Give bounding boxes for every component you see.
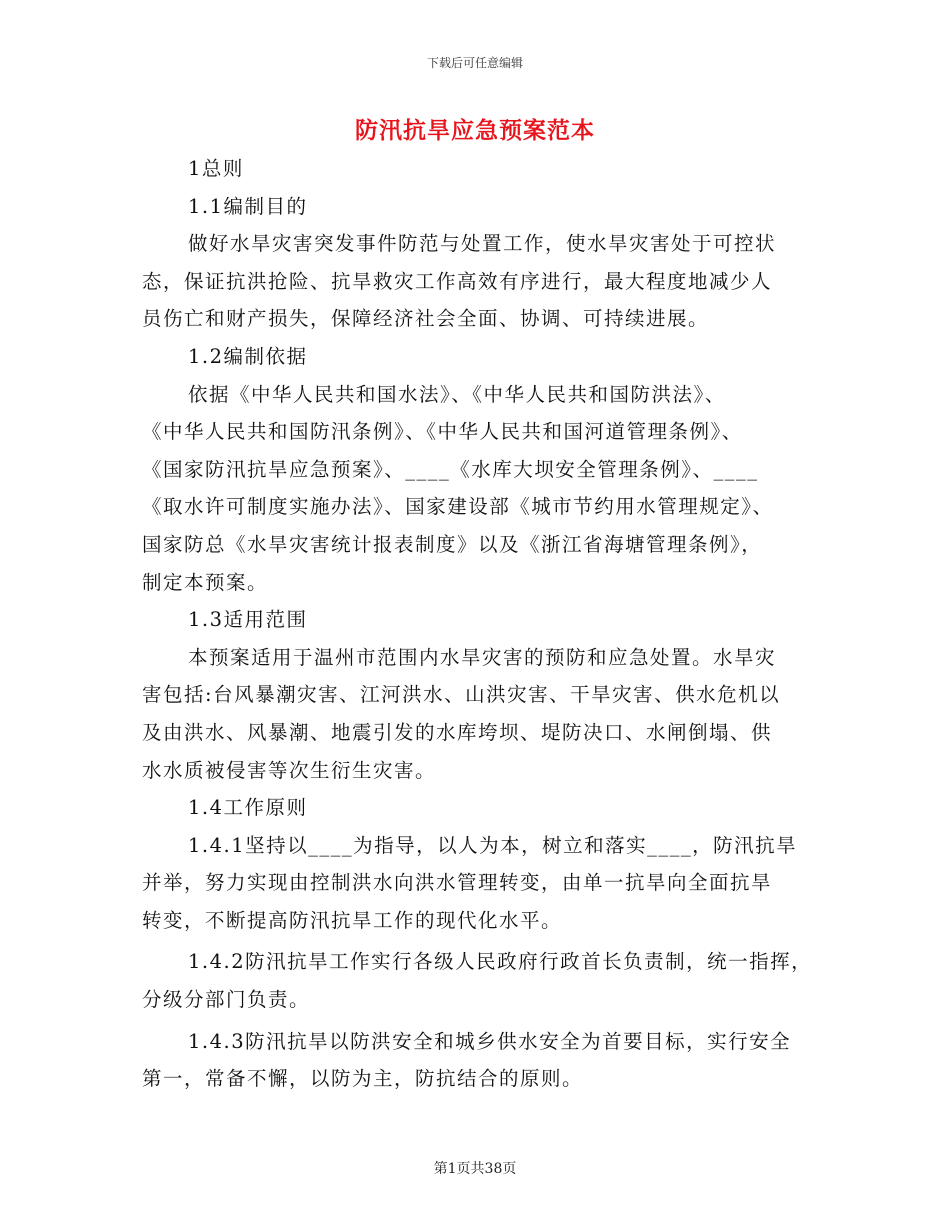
paragraph-line: 水水质被侵害等次生衍生灾害。 <box>142 758 437 782</box>
paragraph-line: 依据《中华人民共和国水法》、《中华人民共和国防洪法》、 <box>188 382 726 406</box>
paragraph-line: 害包括:台风暴潮灾害、江河洪水、山洪灾害、干旱灾害、供水危机以 <box>142 683 781 707</box>
paragraph-line: 《中华人民共和国防汛条例》、《中华人民共和国河道管理条例》、 <box>142 420 743 444</box>
paragraph-line: 及由洪水、风暴潮、地震引发的水库垮坝、堤防决口、水闸倒塌、供 <box>142 720 773 744</box>
page-number: 第1页共38页 <box>433 1161 517 1177</box>
paragraph-line: 制定本预案。 <box>142 570 269 594</box>
paragraph-line: 分级分部门负责。 <box>142 988 311 1012</box>
paragraph-line: 《取水许可制度实施办法》、国家建设部《城市节约用水管理规定》、 <box>142 495 774 519</box>
header-note: 下载后可任意编辑 <box>426 56 523 70</box>
paragraph-line: 1.4.3防汛抗旱以防洪安全和城乡供水安全为首要目标，实行安全 <box>188 1029 792 1053</box>
paragraph-line: 员伤亡和财产损失，保障经济社会全面、协调、可持续进展。 <box>142 307 710 331</box>
document-body <box>142 150 832 1098</box>
paragraph-line: 1.4.1坚持以____为指导，以人为本，树立和落实____，防汛抗旱 <box>188 833 798 857</box>
paragraph-line: 态，保证抗洪抢险、抗旱救灾工作高效有序进行，最大程度地减少人 <box>142 269 773 293</box>
paragraph-line: 《国家防汛抗旱应急预案》、____《水库大坝安全管理条例》、____ <box>142 457 759 481</box>
section-heading: 1总则 <box>188 157 244 180</box>
subsection-heading: 1.4工作原则 <box>188 796 308 820</box>
paragraph-line: 国家防总《水旱灾害统计报表制度》以及《浙江省海塘管理条例》， <box>142 532 763 556</box>
subsection-heading: 1.3适用范围 <box>188 608 308 632</box>
paragraph-line: 第一，常备不懈，以防为主，防抗结合的原则。 <box>142 1067 584 1091</box>
paragraph-line: 1.4.2防汛抗旱工作实行各级人民政府行政首长负责制，统一指挥， <box>188 950 813 974</box>
subsection-heading: 1.2编制依据 <box>188 344 308 368</box>
subsection-heading: 1.1编制目的 <box>188 194 308 218</box>
paragraph-line: 做好水旱灾害突发事件防范与处置工作，使水旱灾害处于可控状 <box>188 232 777 256</box>
paragraph-line: 本预案适用于温州市范围内水旱灾害的预防和应急处置。水旱灾 <box>188 645 777 669</box>
paragraph-line: 转变，不断提高防汛抗旱工作的现代化水平。 <box>142 908 563 932</box>
paragraph-line: 并举，努力实现由控制洪水向洪水管理转变，由单一抗旱向全面抗旱 <box>142 871 773 895</box>
document-title: 防汛抗旱应急预案范本 <box>355 117 595 144</box>
